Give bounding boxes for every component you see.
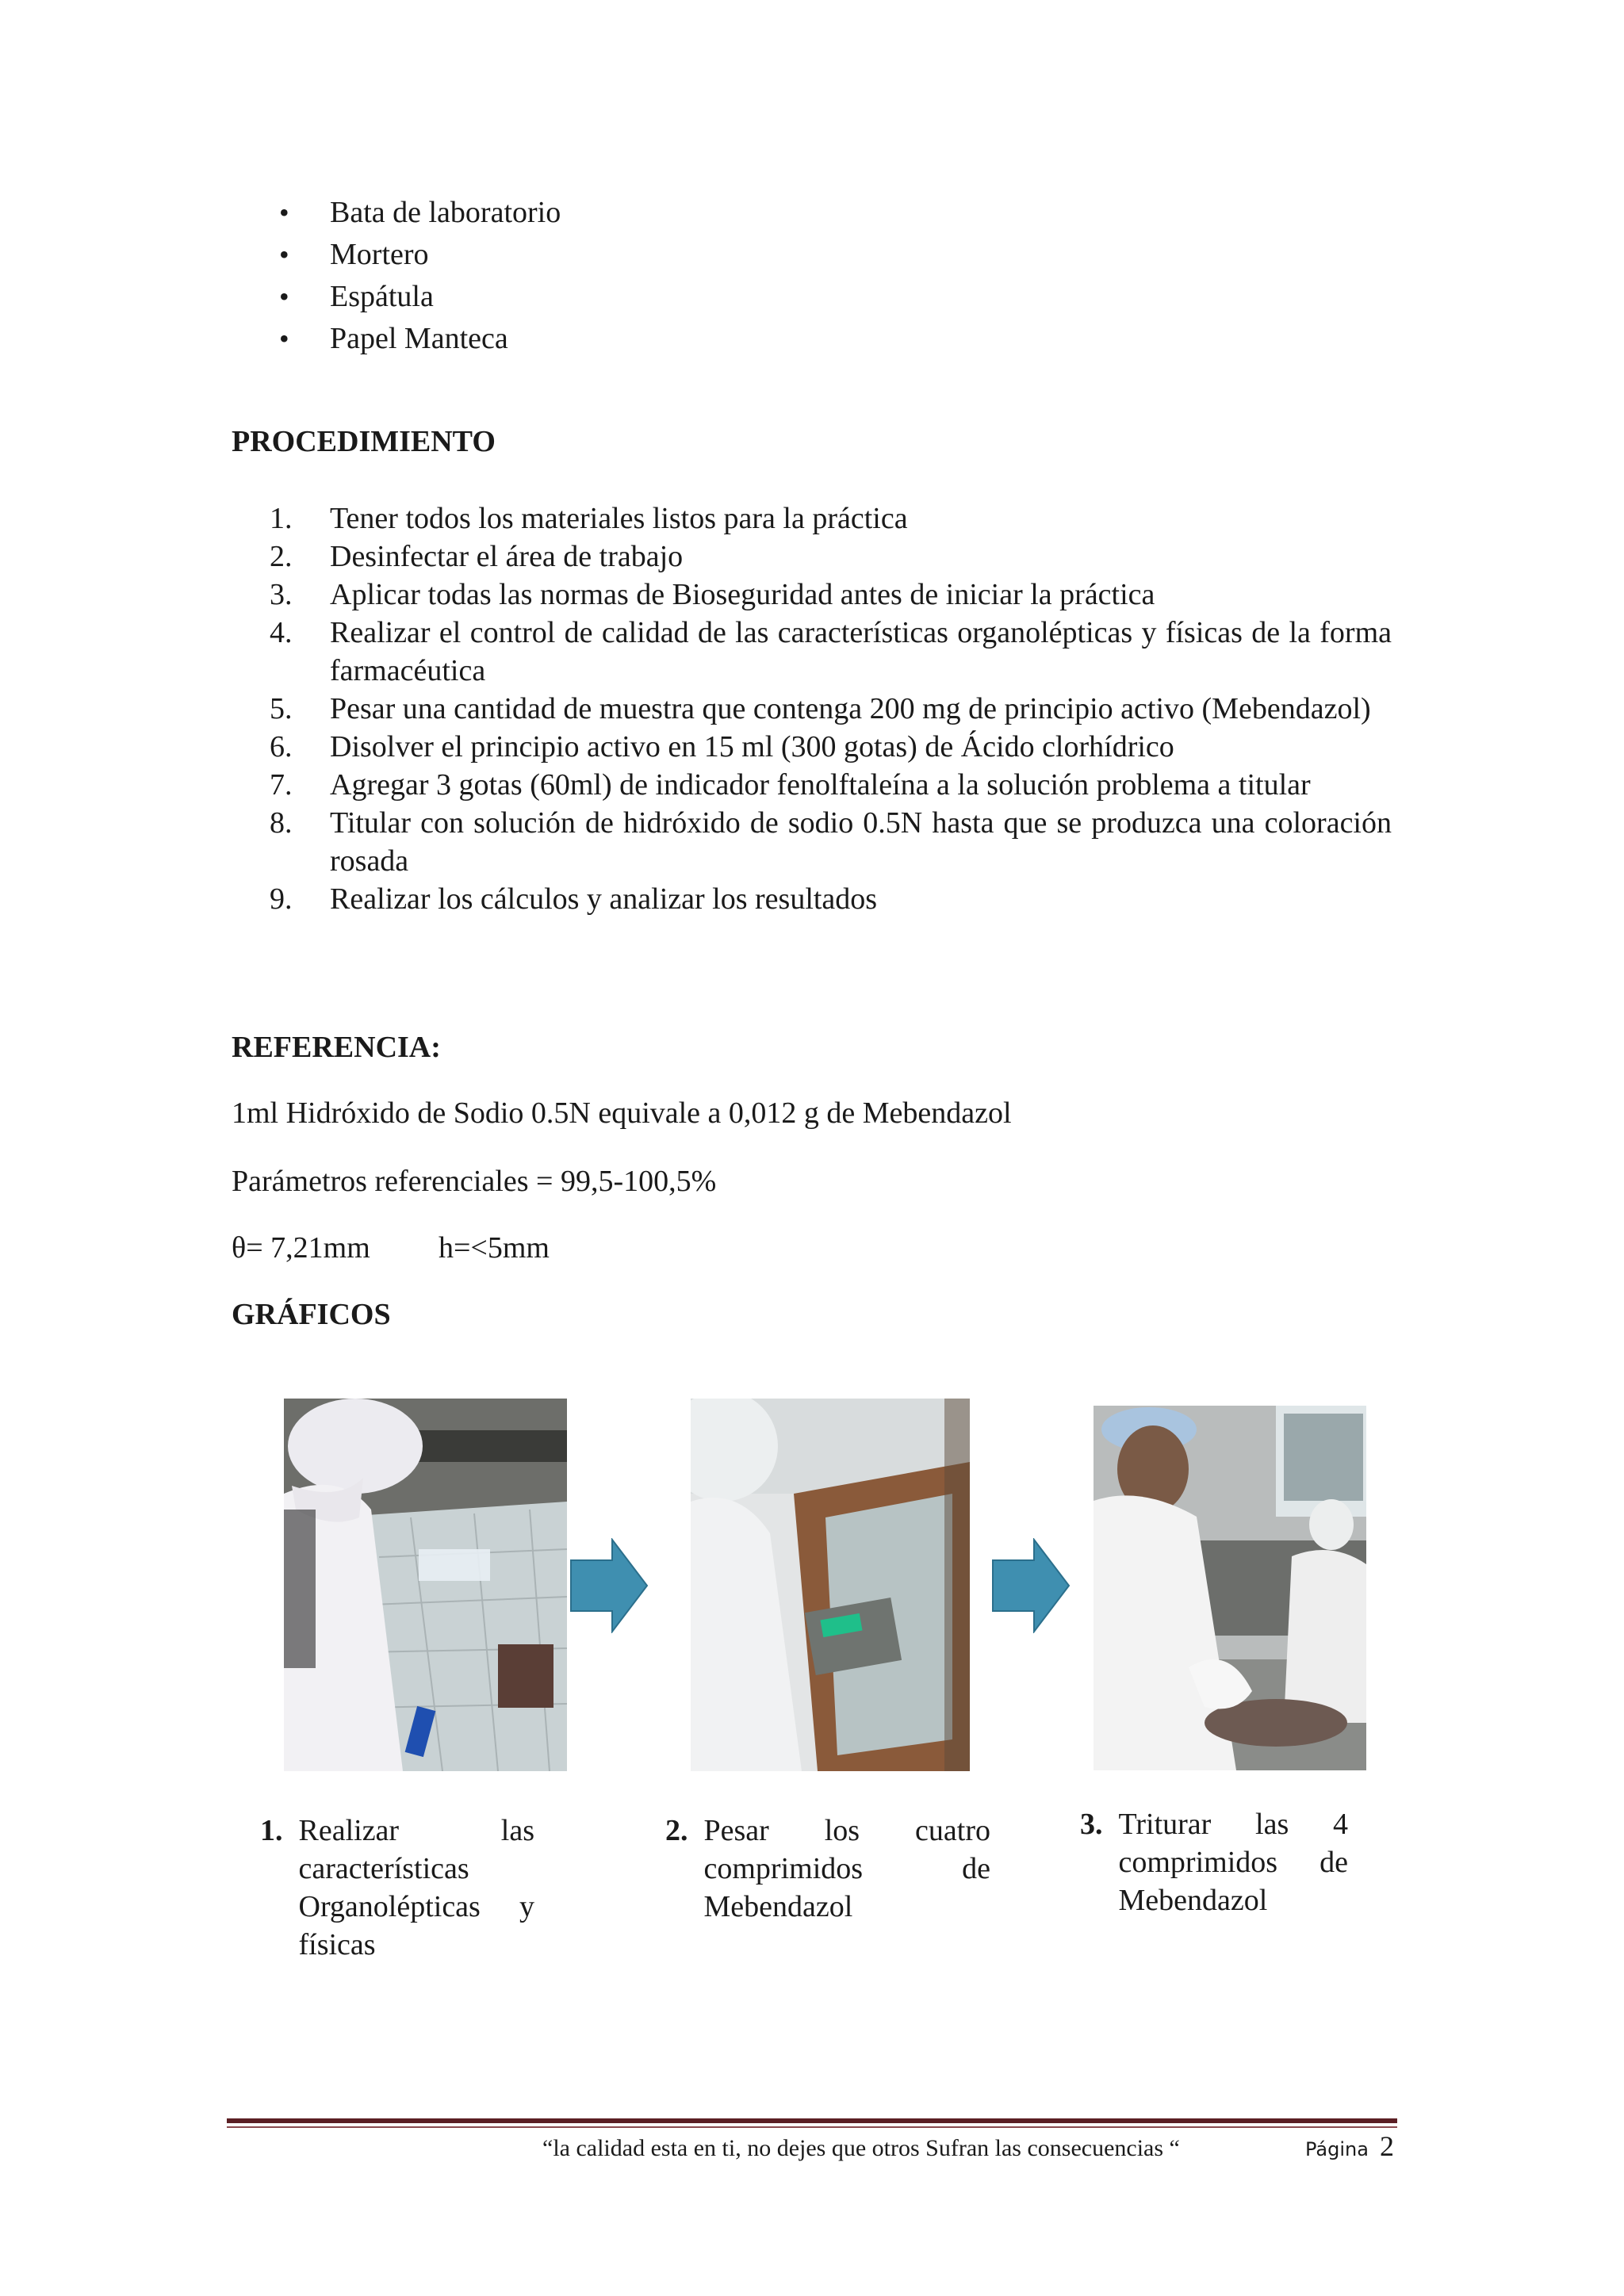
list-item [270, 766, 1392, 804]
list-item [270, 804, 1392, 880]
step-text: Realizar los cálculos y analizar los resultados [330, 882, 878, 916]
list-item [278, 193, 561, 235]
photo-organoleptic-check [284, 1399, 567, 1771]
list-item [270, 614, 1392, 690]
list-item [270, 728, 1392, 766]
step-number: 6. [270, 730, 293, 763]
step-text: Aplicar todas las normas de Bioseguridad antes de iniciar la práctica [330, 578, 1155, 611]
procedure-heading: PROCEDIMIENTO [232, 425, 496, 458]
reference-h: h=<5mm [439, 1231, 550, 1265]
materials-list [278, 193, 561, 362]
photo-crushing-tablets [1094, 1406, 1366, 1770]
step-number: 7. [270, 768, 293, 802]
step-number: 1. [270, 502, 293, 535]
step-number: 4. [270, 616, 293, 649]
list-item [278, 235, 561, 277]
list-item [270, 499, 1392, 538]
reference-equivalence: 1ml Hidróxido de Sodio 0.5N equivale a 0,012 g de Mebendazol [232, 1096, 1012, 1130]
footer-motto: “la calidad esta en ti, no dejes que otros Sufran las consecuencias “ [542, 2135, 1180, 2161]
page-label: Página [1305, 2138, 1369, 2160]
step-text: Tener todos los materiales listos para la práctica [330, 502, 908, 535]
graphics-heading: GRÁFICOS [232, 1298, 391, 1331]
step-number: 9. [270, 882, 293, 916]
arrow-right-icon [569, 1538, 649, 1633]
caption-text: Realizar las características Organolépticas y físicas [298, 1814, 534, 1961]
arrow-shape [571, 1540, 647, 1632]
caption-number: 3. [1080, 1808, 1103, 1841]
material-text: Mortero [330, 238, 429, 271]
step-text: Desinfectar el área de trabajo [330, 540, 684, 573]
list-item [270, 880, 1392, 918]
step-number: 8. [270, 806, 293, 840]
arrow-shape [993, 1540, 1069, 1632]
step-number: 5. [270, 692, 293, 725]
footer-rule [227, 2118, 1397, 2123]
step-text: Disolver el principio activo en 15 ml (300 gotas) de Ácido clorhídrico [330, 730, 1174, 763]
caption-step-1 [260, 1812, 534, 1964]
reference-heading: REFERENCIA: [232, 1031, 441, 1064]
step-text: Titular con solución de hidróxido de sodio 0.5N hasta que se produzca una coloración rosada [330, 806, 1392, 878]
arrow-right-icon [991, 1538, 1071, 1633]
list-item [270, 538, 1392, 576]
step-number: 3. [270, 578, 293, 611]
caption-text: Triturar las 4 comprimidos de Mebendazol [1118, 1808, 1348, 1917]
caption-step-2 [665, 1812, 990, 1926]
page-number: 2 [1380, 2130, 1394, 2162]
step-text: Pesar una cantidad de muestra que contenga 200 mg de principio activo (Mebendazol) [330, 692, 1371, 725]
material-text: Papel Manteca [330, 322, 508, 355]
caption-step-3 [1080, 1805, 1348, 1919]
footer-rule-thin [227, 2126, 1397, 2128]
caption-text: Pesar los cuatro comprimidos de Mebendazol [703, 1814, 990, 1923]
list-item [278, 320, 561, 362]
reference-parameters: Parámetros referenciales = 99,5-100,5% [232, 1165, 717, 1198]
list-item [270, 690, 1392, 728]
list-item [278, 277, 561, 320]
step-text: Realizar el control de calidad de las características organolépticas y físicas de la forma farmacéutica [330, 616, 1392, 687]
material-text: Bata de laboratorio [330, 196, 561, 229]
reference-theta: θ= 7,21mm [232, 1231, 370, 1265]
procedure-steps [270, 499, 1392, 918]
caption-number: 1. [260, 1814, 283, 1847]
photo-weighing-tablets [691, 1399, 970, 1771]
list-item [270, 576, 1392, 614]
step-text: Agregar 3 gotas (60ml) de indicador fenolftaleína a la solución problema a titular [330, 768, 1311, 802]
caption-number: 2. [665, 1814, 688, 1847]
material-text: Espátula [330, 280, 434, 313]
step-number: 2. [270, 540, 293, 573]
